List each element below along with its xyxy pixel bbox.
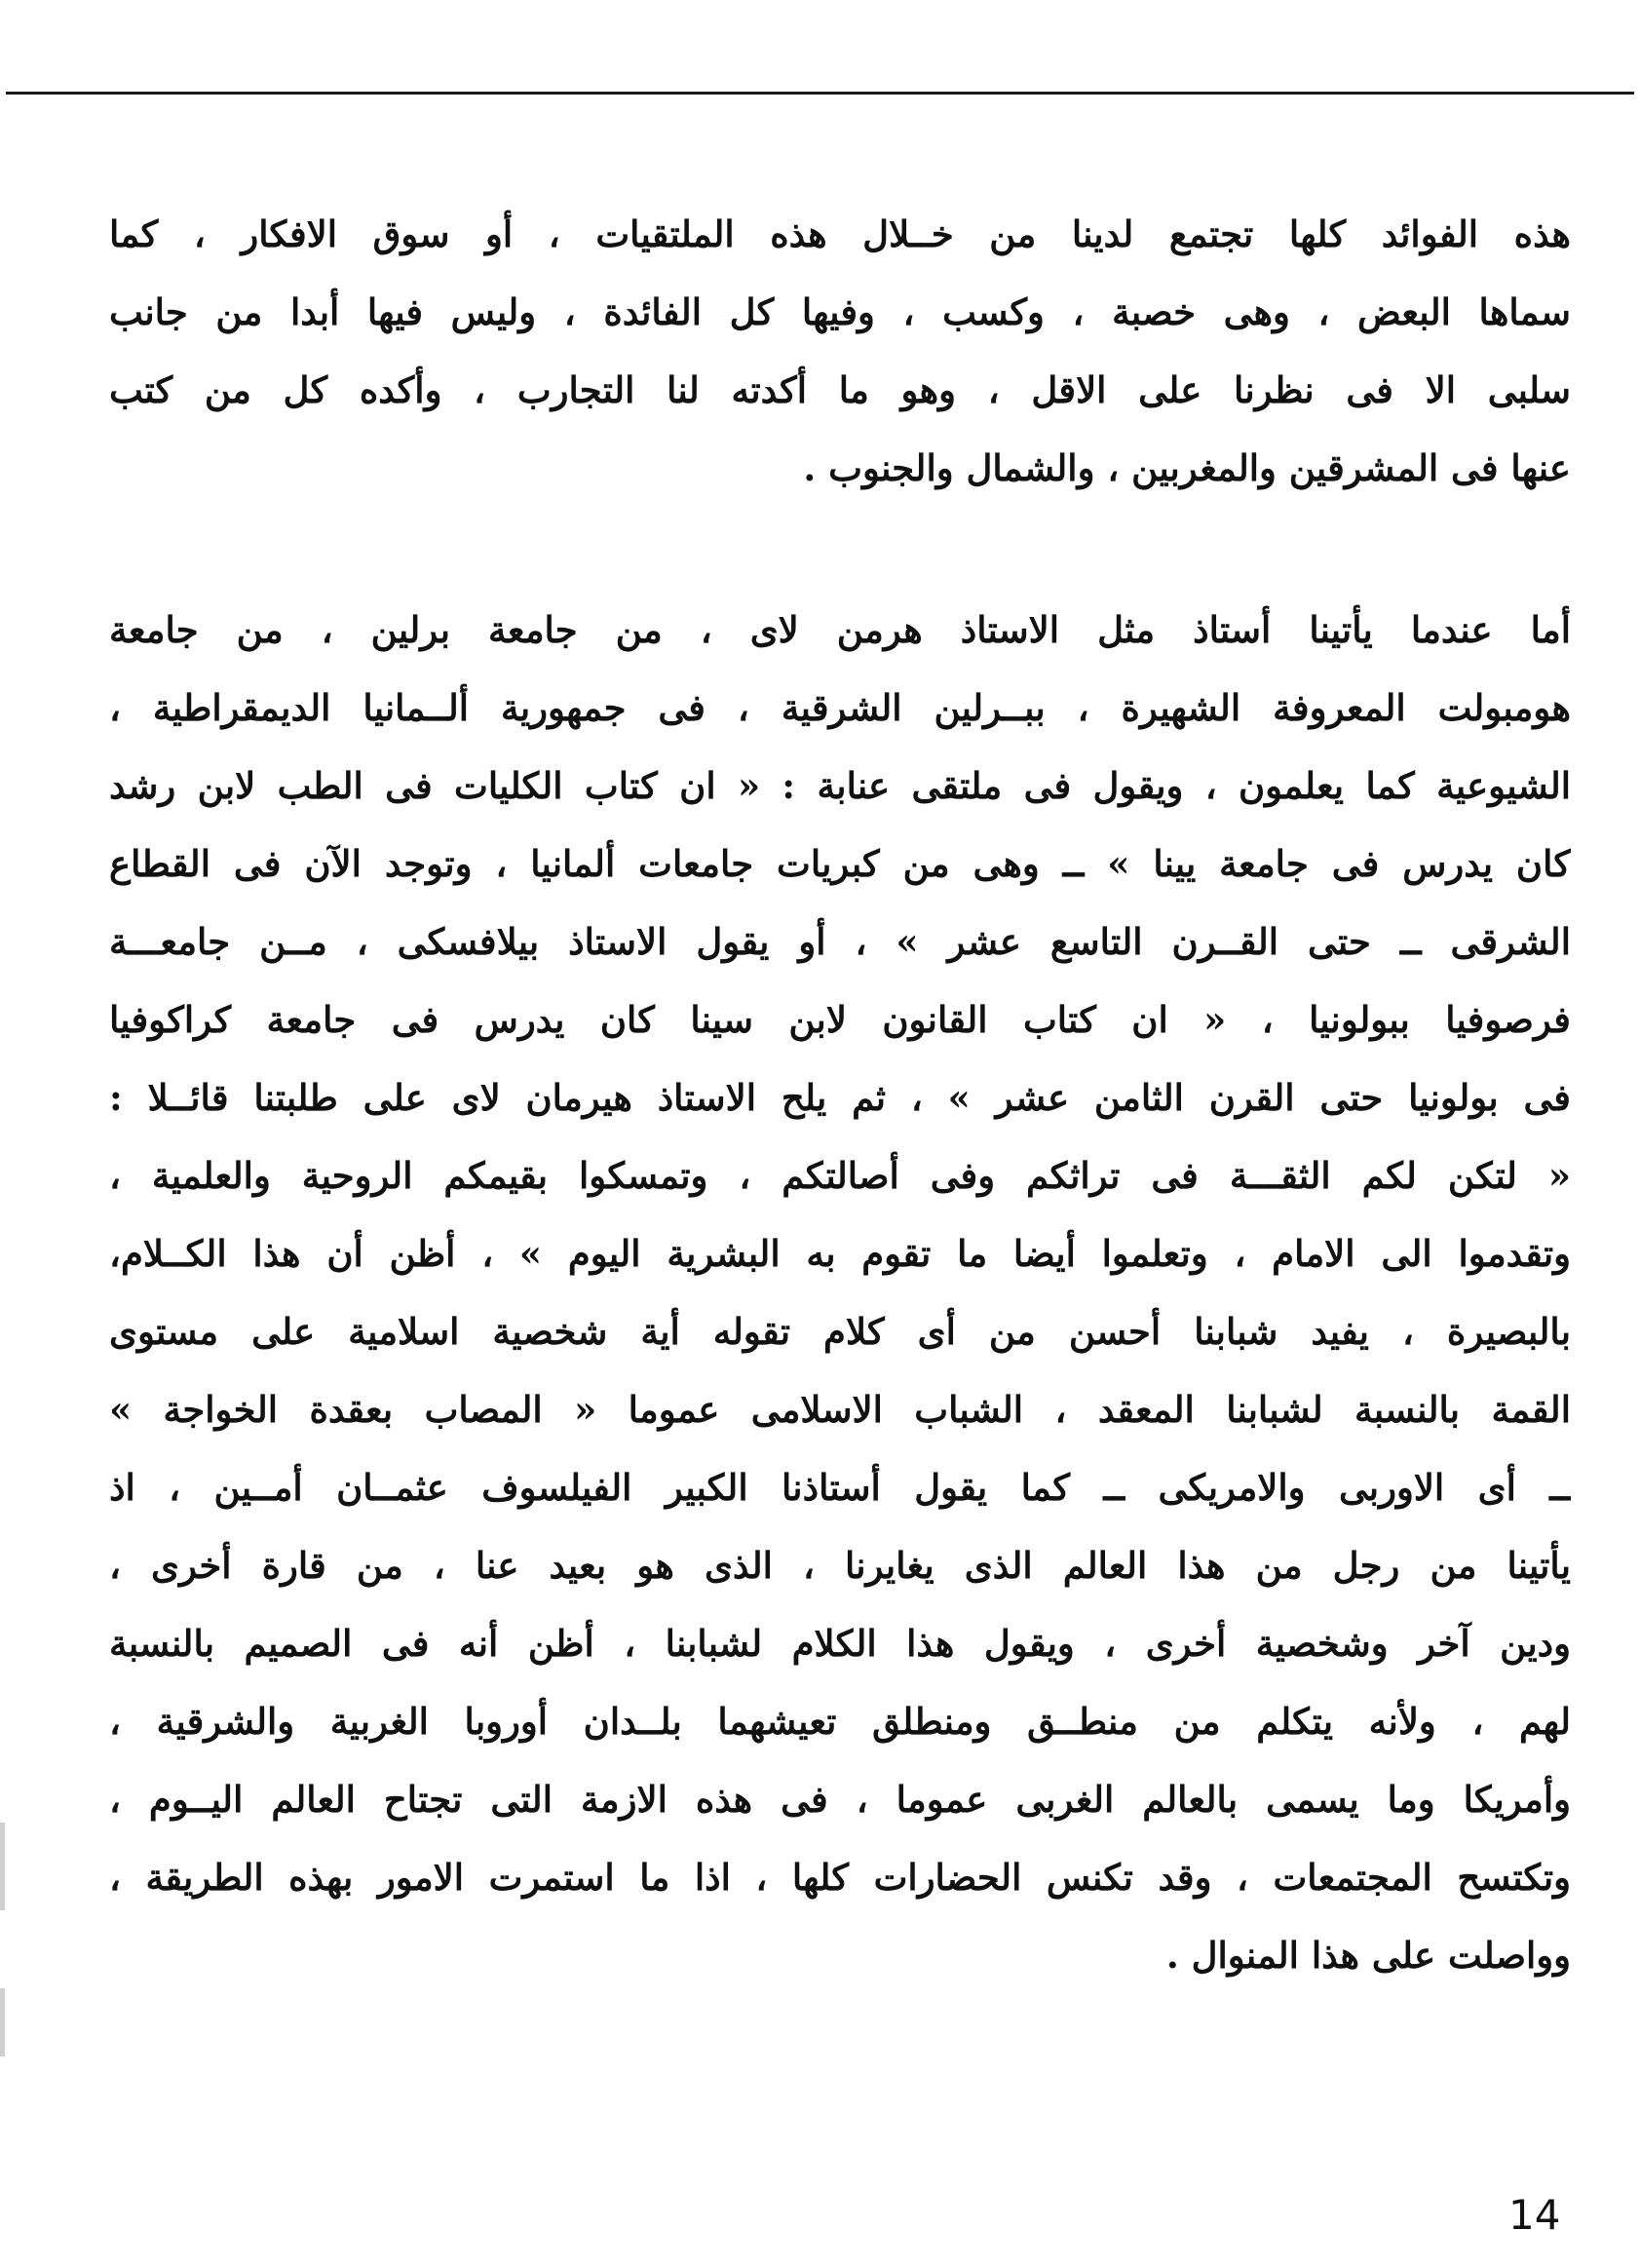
text-line: عنها فى المشرقين والمغربين ، والشمال والجنوب .: [803, 446, 1571, 489]
paragraph-1: [109, 195, 1571, 507]
text-line: ودين آخر وشخصية أخرى ، ويقول هذا الكلام لشبابنا ، أظن أنه فى الصميم بالنسبة: [109, 1622, 1571, 1665]
text-line: هذه الفوائد كلها تجتمع لدينا من خــلال هذه الملتقيات ، أو سوق الافكار ، كما: [109, 212, 1571, 255]
page-body: [109, 195, 1571, 1994]
text-line: كان يدرس فى جامعة يينا » ــ وهى من كبريات جامعات ألمانيا ، وتوجد الآن فى القطاع: [109, 842, 1571, 885]
scan-edge-mark: [0, 1823, 5, 1910]
text-line: يأتينا من رجل من هذا العالم الذى يغايرنا ، الذى هو بعيد عنا ، من قارة أخرى ،: [109, 1544, 1571, 1587]
text-line: سلبى الا فى نظرنا على الاقل ، وهو ما أكدته لنا التجارب ، وأكده كل من كتب: [109, 368, 1571, 411]
text-line: ــ أى الاوربى والامريكى ــ كما يقول أستاذنا الكبير الفيلسوف عثمــان أمــين ، اذ: [109, 1466, 1571, 1509]
paragraph-2: [109, 591, 1571, 1994]
text-line: وتكتسح المجتمعات ، وقد تكنس الحضارات كلها ، اذا ما استمرت الامور بهذه الطريقة ،: [109, 1856, 1571, 1899]
text-line: وأمريكا وما يسمى بالعالم الغربى عموما ، فى هذه الازمة التى تجتاح العالم اليــوم ،: [109, 1778, 1571, 1821]
text-line: الشرقى ــ حتى القــرن التاسع عشر » ، أو يقول الاستاذ بيلافسكى ، مــن جامعـــة: [109, 920, 1571, 963]
text-line: الشيوعية كما يعلمون ، ويقول فى ملتقى عنابة : « ان كتاب الكليات فى الطب لابن رشد: [109, 764, 1571, 807]
text-line: « لتكن لكم الثقـــة فى تراثكم وفى أصالتكم ، وتمسكوا بقيمكم الروحية والعلمية ،: [109, 1154, 1571, 1197]
text-line: سماها البعض ، وهى خصبة ، وكسب ، وفيها كل الفائدة ، وليس فيها أبدا من جانب: [109, 290, 1571, 333]
text-line: بالبصيرة ، يفيد شبابنا أحسن من أى كلام تقوله أية شخصية اسلامية على مستوى: [109, 1310, 1571, 1353]
text-line: فرصوفيا ببولونيا ، « ان كتاب القانون لابن سينا كان يدرس فى جامعة كراكوفيا: [109, 998, 1571, 1041]
text-line: وواصلت على هذا المنوال .: [1165, 1934, 1571, 1977]
scan-edge-mark: [0, 1988, 5, 2057]
paragraph-gap: [109, 507, 1571, 591]
text-line: هومبولت المعروفة الشهيرة ، ببــرلين الشرقية ، فى جمهورية ألــمانيا الديمقراطية ،: [109, 686, 1571, 729]
text-line: أما عندما يأتينا أستاذ مثل الاستاذ هرمن لاى ، من جامعة برلين ، من جامعة: [109, 608, 1571, 651]
page-number: 14: [1508, 2191, 1561, 2239]
text-line: فى بولونيا حتى القرن الثامن عشر » ، ثم يلح الاستاذ هيرمان لاى على طلبتنا قائــلا :: [109, 1076, 1571, 1119]
text-line: لهم ، ولأنه يتكلم من منطــق ومنطلق تعيشهما بلــدان أوروبا الغربية والشرقية ،: [109, 1700, 1571, 1743]
text-line: القمة بالنسبة لشبابنا المعقد ، الشباب الاسلامى عموما « المصاب بعقدة الخواجة »: [109, 1388, 1571, 1431]
text-line: وتقدموا الى الامام ، وتعلموا أيضا ما تقوم به البشرية اليوم » ، أظن أن هذا الكــلام،: [109, 1232, 1571, 1275]
top-rule: [6, 92, 1634, 95]
